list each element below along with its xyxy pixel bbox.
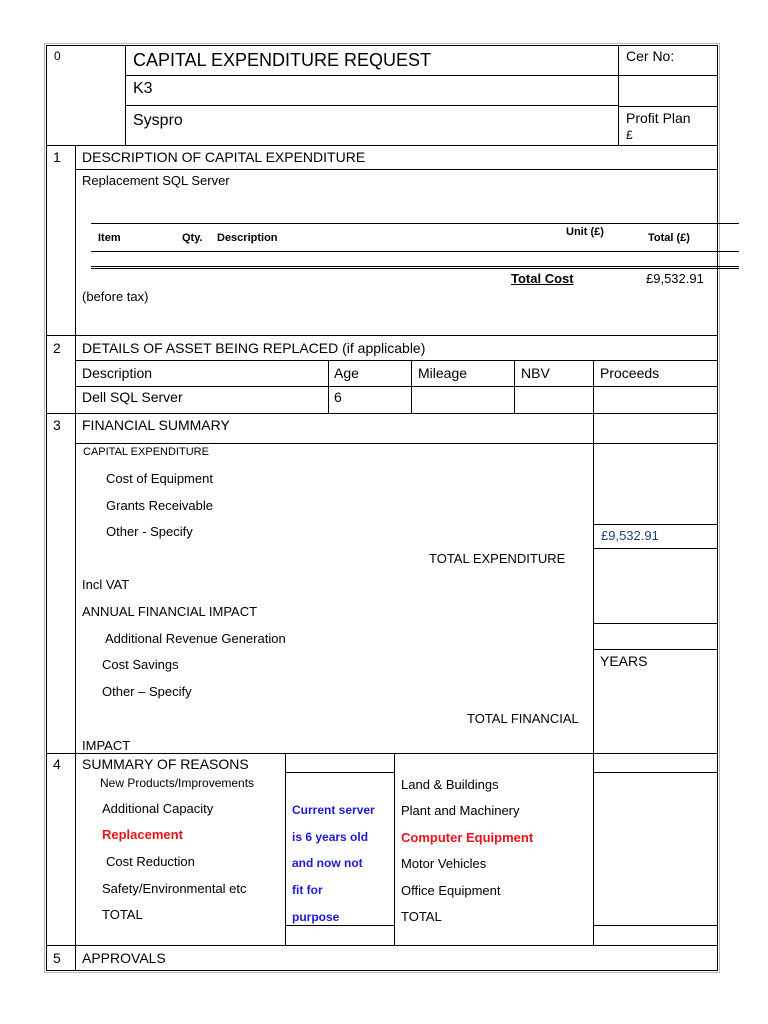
other-specify-label: Other - Specify <box>106 524 193 539</box>
annual-financial-impact-label: ANNUAL FINANCIAL IMPACT <box>82 604 258 619</box>
section-1-title: DESCRIPTION OF CAPITAL EXPENDITURE <box>82 149 366 165</box>
total-cost-label: Total Cost <box>511 271 574 286</box>
system-name: Syspro <box>133 112 183 129</box>
section-1-number: 1 <box>53 149 61 165</box>
profit-plan-label: Profit Plan <box>626 110 691 126</box>
category-total: TOTAL <box>401 909 442 924</box>
reason-additional-capacity: Additional Capacity <box>102 801 214 816</box>
grants-receivable-label: Grants Receivable <box>106 498 213 513</box>
reason-replacement: Replacement <box>102 827 183 842</box>
expenditure-description: Replacement SQL Server <box>82 173 230 188</box>
asset-header-nbv: NBV <box>521 365 550 381</box>
additional-revenue-label: Additional Revenue Generation <box>105 631 286 646</box>
total-expenditure-value: £9,532.91 <box>601 528 659 543</box>
incl-vat-label: Incl VAT <box>82 577 130 592</box>
years-label: YEARS <box>600 653 648 669</box>
category-computer-equipment: Computer Equipment <box>401 830 534 845</box>
before-tax-note: (before tax) <box>82 289 149 304</box>
category-motor-vehicles: Motor Vehicles <box>401 856 487 871</box>
section-4-title: SUMMARY OF REASONS <box>82 756 249 772</box>
reason-note-line-1: Current server <box>292 803 375 817</box>
company-name: K3 <box>133 80 153 97</box>
reason-note-line-2: is 6 years old <box>292 830 369 844</box>
description-column-header: Description <box>217 232 278 244</box>
header-row-number: 0 <box>54 49 61 63</box>
category-land-buildings: Land & Buildings <box>401 777 499 792</box>
section-3-number: 3 <box>53 417 61 433</box>
section-2-number: 2 <box>53 340 61 356</box>
asset-header-description: Description <box>82 365 153 381</box>
asset-age-cell: 6 <box>334 389 342 405</box>
category-office-equipment: Office Equipment <box>401 883 501 898</box>
total-financial-label: TOTAL FINANCIAL <box>467 711 579 726</box>
cost-of-equipment-label: Cost of Equipment <box>106 471 213 486</box>
category-plant-machinery: Plant and Machinery <box>401 803 520 818</box>
total-column-header: Total (£) <box>648 232 690 244</box>
reason-new-products: New Products/Improvements <box>100 776 255 790</box>
capex-label: CAPITAL EXPENDITURE <box>83 446 209 458</box>
cost-savings-label: Cost Savings <box>102 657 179 672</box>
cer-no-label: Cer No: <box>626 48 675 64</box>
form-title: CAPITAL EXPENDITURE REQUEST <box>133 50 432 70</box>
section-4-number: 4 <box>53 756 61 772</box>
section-5-number: 5 <box>53 950 61 966</box>
asset-header-age: Age <box>334 365 359 381</box>
reason-total: TOTAL <box>102 907 143 922</box>
impact-label: IMPACT <box>82 738 131 753</box>
section-5-title: APPROVALS <box>82 950 166 966</box>
qty-column-header: Qty. <box>182 232 203 244</box>
asset-description-cell: Dell SQL Server <box>82 389 183 405</box>
total-expenditure-label: TOTAL EXPENDITURE <box>429 551 566 566</box>
asset-header-proceeds: Proceeds <box>600 365 660 381</box>
reason-note-line-4: fit for <box>292 883 323 897</box>
reason-note-line-3: and now not <box>292 856 363 870</box>
reason-note-line-5: purpose <box>292 910 340 924</box>
reason-safety-environmental: Safety/Environmental etc <box>102 881 247 896</box>
section-3-title: FINANCIAL SUMMARY <box>82 417 230 433</box>
other-specify-2-label: Other – Specify <box>102 684 192 699</box>
item-column-header: Item <box>98 232 121 244</box>
section-2-title: DETAILS OF ASSET BEING REPLACED (if applicable) <box>82 340 426 356</box>
asset-header-mileage: Mileage <box>418 365 468 381</box>
profit-plan-currency: £ <box>626 128 633 142</box>
unit-column-header: Unit (£) <box>566 226 604 238</box>
total-cost-value: £9,532.91 <box>646 271 704 286</box>
reason-cost-reduction: Cost Reduction <box>106 854 195 869</box>
